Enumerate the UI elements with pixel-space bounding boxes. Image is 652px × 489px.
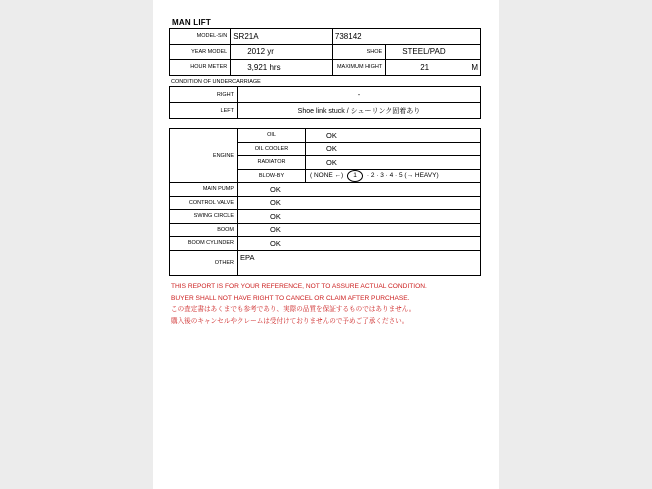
blowby-left: ( NONE ←) (310, 171, 344, 179)
part-value: OK (238, 183, 481, 197)
part-row (170, 237, 481, 251)
disclaimer-line: THIS REPORT IS FOR YOUR REFERENCE, NOT TO ASSURE ACTUAL CONDITION. (171, 283, 427, 290)
part-value: OK (238, 210, 481, 224)
part-row (170, 196, 481, 210)
right-value: - (238, 87, 481, 103)
part-label: MAIN PUMP (170, 183, 238, 197)
inspection-table (169, 128, 481, 276)
blowby-selected: 1 (347, 170, 363, 182)
other-value: EPA (238, 250, 481, 275)
part-row (170, 183, 481, 197)
oil-label: OIL (238, 129, 306, 143)
model-table (169, 28, 481, 76)
radiator-value: OK (306, 156, 481, 170)
shoe-label: SHOE (332, 44, 385, 60)
right-label: RIGHT (170, 87, 238, 103)
max-height-unit: M (471, 62, 478, 72)
part-label: BOOM (170, 223, 238, 237)
engine-oil-row (170, 129, 481, 143)
oil-cooler-value: OK (306, 142, 481, 156)
undercarriage-table (169, 86, 481, 119)
disclaimer (171, 281, 427, 327)
model-sn-label: MODEL-S/N (170, 29, 231, 45)
max-height-label: MAXIMUM HIGHT (332, 60, 385, 76)
blowby-scale (306, 169, 481, 183)
oil-cooler-label: OIL COOLER (238, 142, 306, 156)
disclaimer-line: 購入後のキャンセルやクレームは受付けておりませんので予めご了承ください。 (171, 317, 409, 325)
report-title: MAN LIFT (172, 18, 211, 27)
other-label: OTHER (170, 250, 238, 275)
blowby-rest: · 2 · 3 · 4 · 5 (→ HEAVY) (366, 171, 439, 179)
year-row (170, 44, 481, 60)
part-value: OK (238, 196, 481, 210)
max-height-value: 21 (420, 62, 430, 72)
model-value: SR21A (231, 29, 333, 45)
shoe-value: STEEL/PAD (386, 44, 481, 60)
part-row (170, 223, 481, 237)
hour-label: HOUR METER (170, 60, 231, 76)
undercarriage-section-label: CONDITION OF UNDERCARRIAGE (171, 79, 261, 85)
part-value: OK (238, 223, 481, 237)
other-row (170, 250, 481, 275)
oil-value: OK (306, 129, 481, 143)
max-height-cell (386, 60, 481, 76)
part-label: CONTROL VALVE (170, 196, 238, 210)
year-value: 2012 yr (231, 44, 333, 60)
hour-value: 3,921 hrs (231, 60, 333, 76)
part-label: BOOM CYLINDER (170, 237, 238, 251)
left-label: LEFT (170, 103, 238, 119)
engine-label: ENGINE (170, 129, 238, 183)
undercarriage-right-row (170, 87, 481, 103)
undercarriage-left-row (170, 103, 481, 119)
year-label: YEAR MODEL (170, 44, 231, 60)
left-value: Shoe link stuck / シューリンク固着あり (238, 103, 481, 119)
part-label: SWING CIRCLE (170, 210, 238, 224)
hour-row (170, 60, 481, 76)
radiator-label: RADIATOR (238, 156, 306, 170)
part-value: OK (238, 237, 481, 251)
disclaimer-line: この査定書はあくまでも参考であり、実際の品質を保証するものではありません。 (171, 306, 416, 313)
model-row (170, 29, 481, 45)
part-row (170, 210, 481, 224)
disclaimer-line: BUYER SHALL NOT HAVE RIGHT TO CANCEL OR CLAIM AFTER PURCHASE. (171, 294, 410, 302)
serial-value: 738142 (332, 29, 480, 45)
blowby-label: BLOW-BY (238, 169, 306, 183)
